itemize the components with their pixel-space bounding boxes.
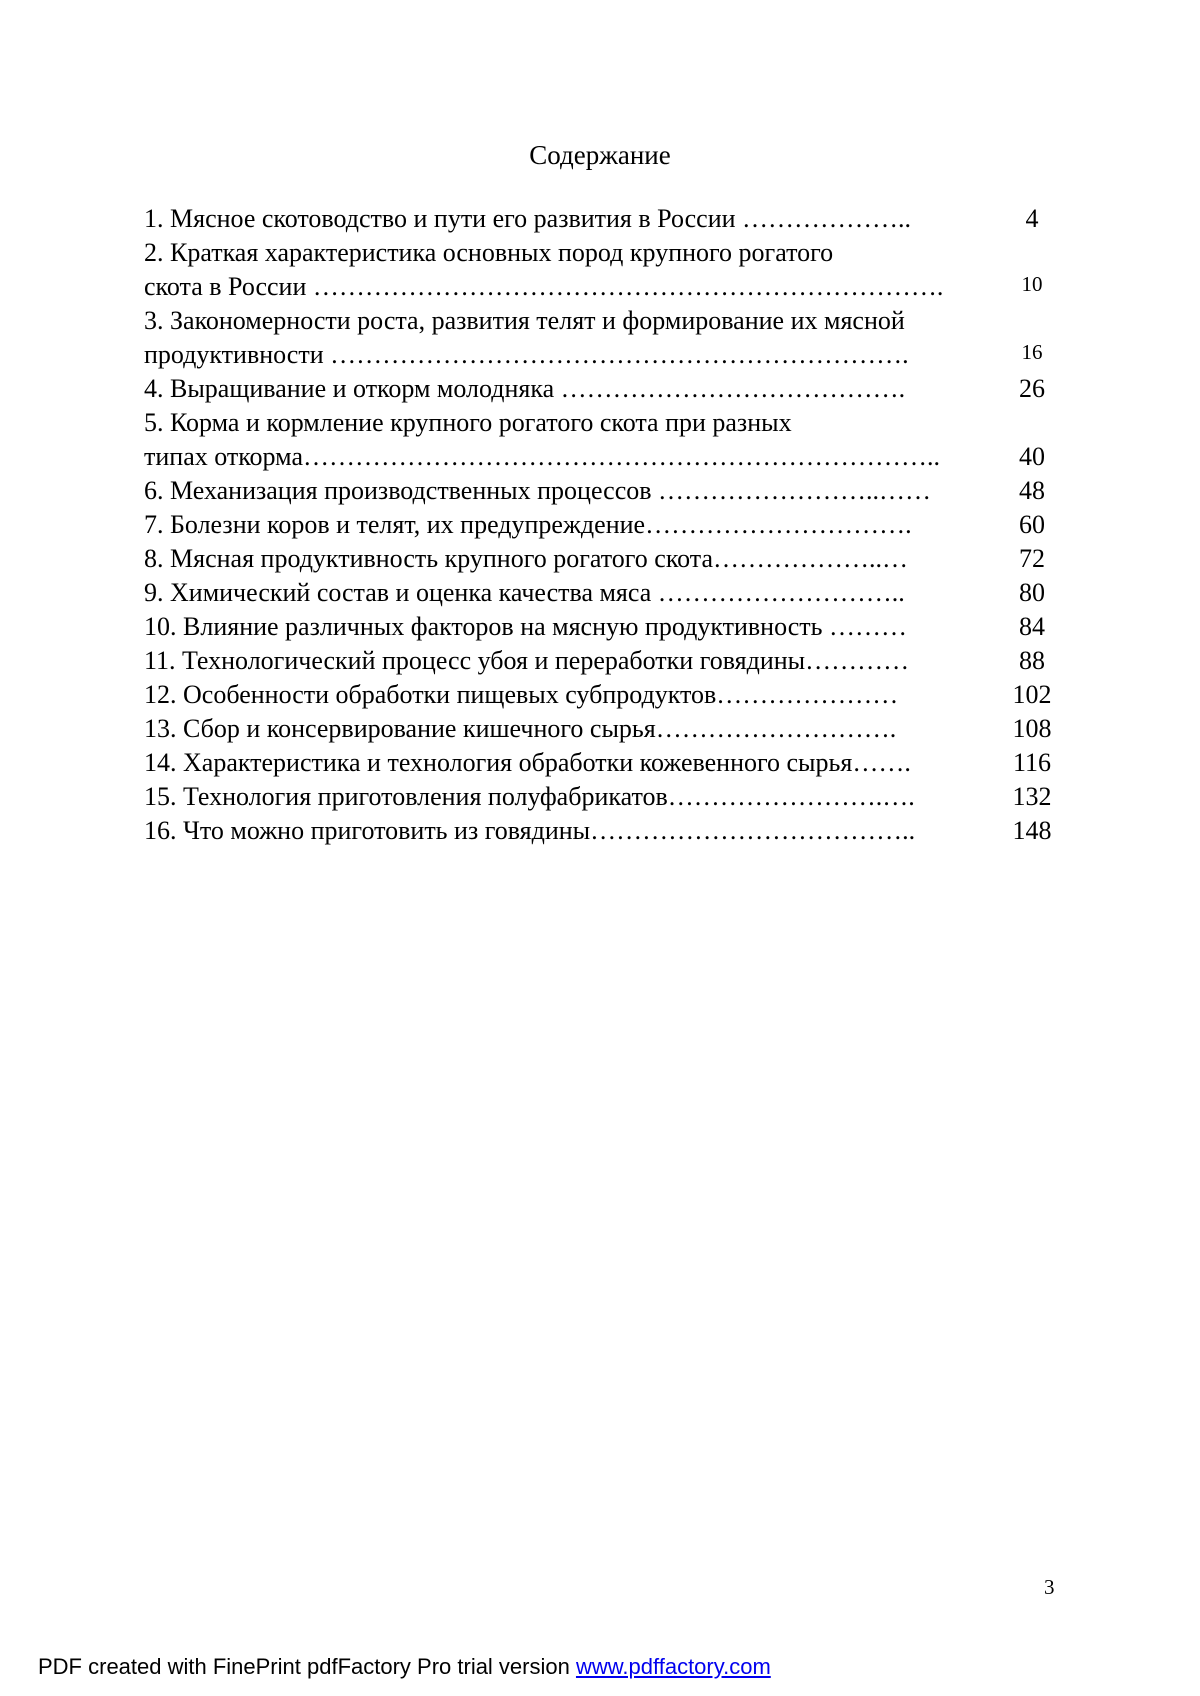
toc-entry-text: типах откорма……………………………………………………………….. — [144, 442, 940, 471]
toc-entry — [144, 610, 1064, 644]
toc-entry-text: 16. Что можно приготовить из говядины……………………………….. — [144, 816, 916, 845]
toc-entry-page: 102 — [1012, 680, 1052, 709]
toc-entry-text: 2. Краткая характеристика основных пород крупного рогатого — [144, 238, 834, 267]
toc-entry — [144, 644, 1064, 678]
toc-entry-text: 10. Влияние различных факторов на мясную продуктивность ……… — [144, 612, 907, 641]
toc-entry-text: 9. Химический состав и оценка качества мяса ……………………….. — [144, 578, 905, 607]
toc-entry-page: 132 — [1012, 782, 1052, 811]
toc-entry-page: 48 — [1019, 476, 1045, 505]
toc-entry-text: 4. Выращивание и откорм молодняка …………………………………. — [144, 374, 906, 403]
toc-entry — [144, 712, 1064, 746]
footer-text: PDF created with FinePrint pdfFactory Pro trial version — [38, 1654, 576, 1679]
toc-entry — [144, 576, 1064, 610]
table-of-contents — [144, 202, 1064, 848]
page-title: Содержание — [529, 140, 671, 170]
toc-entry — [144, 678, 1064, 712]
toc-entry-text: 8. Мясная продуктивность крупного рогатого скота………………..… — [144, 544, 909, 573]
toc-entry-page: 4 — [1025, 204, 1039, 233]
toc-entry-text: 11. Технологический процесс убоя и переработки говядины………… — [144, 646, 910, 675]
toc-entry-text: 14. Характеристика и технология обработки кожевенного сырья……. — [144, 748, 911, 777]
toc-entry-text: 13. Сбор и консервирование кишечного сырья………………………. — [144, 714, 897, 743]
footer-link[interactable]: www.pdffactory.com — [575, 1654, 771, 1679]
toc-entry — [144, 780, 1064, 814]
toc-entry — [144, 746, 1064, 780]
toc-entry-text: 12. Особенности обработки пищевых субпродуктов………………… — [144, 680, 899, 709]
toc-entry-page: 116 — [1012, 748, 1052, 777]
toc-entry — [144, 304, 1064, 372]
toc-entry-text: 7. Болезни коров и телят, их предупреждение…………………………. — [144, 510, 912, 539]
toc-entry-page: 40 — [1019, 442, 1045, 471]
toc-entry-text: 3. Закономерности роста, развития телят и формирование их мясной — [144, 306, 905, 335]
toc-entry-page: 108 — [1012, 714, 1052, 743]
toc-entry-page: 16 — [1021, 340, 1043, 364]
toc-entry-text: скота в России ………………………………………………………………. — [144, 272, 944, 301]
toc-entry — [144, 372, 1064, 406]
toc-entry — [144, 474, 1064, 508]
toc-entry-page: 26 — [1019, 374, 1045, 403]
toc-entry — [144, 508, 1064, 542]
toc-entry-page: 72 — [1019, 544, 1045, 573]
page-number: 3 — [1044, 1575, 1055, 1599]
toc-entry-text: 1. Мясное скотоводство и пути его развития в России ……………….. — [144, 204, 912, 233]
pdf-footer — [38, 1653, 771, 1681]
toc-entry-page: 88 — [1019, 646, 1045, 675]
toc-entry — [144, 542, 1064, 576]
toc-entry-page: 148 — [1012, 816, 1052, 845]
toc-entry — [144, 236, 1064, 304]
toc-entry — [144, 202, 1064, 236]
toc-entry-text: 15. Технология приготовления полуфабрикатов…………………….…. — [144, 782, 915, 811]
toc-entry-page: 80 — [1019, 578, 1045, 607]
toc-entry — [144, 406, 1064, 474]
toc-entry-page: 84 — [1019, 612, 1045, 641]
toc-entry-page: 10 — [1021, 272, 1043, 296]
toc-entry-text: 5. Корма и кормление крупного рогатого скота при разных — [144, 408, 792, 437]
toc-entry-page: 60 — [1019, 510, 1045, 539]
toc-entry-text: продуктивности …………………………………………………………. — [144, 340, 909, 369]
toc-entry-text: 6. Механизация производственных процессов ……………………..…… — [144, 476, 932, 505]
toc-entry — [144, 814, 1064, 848]
